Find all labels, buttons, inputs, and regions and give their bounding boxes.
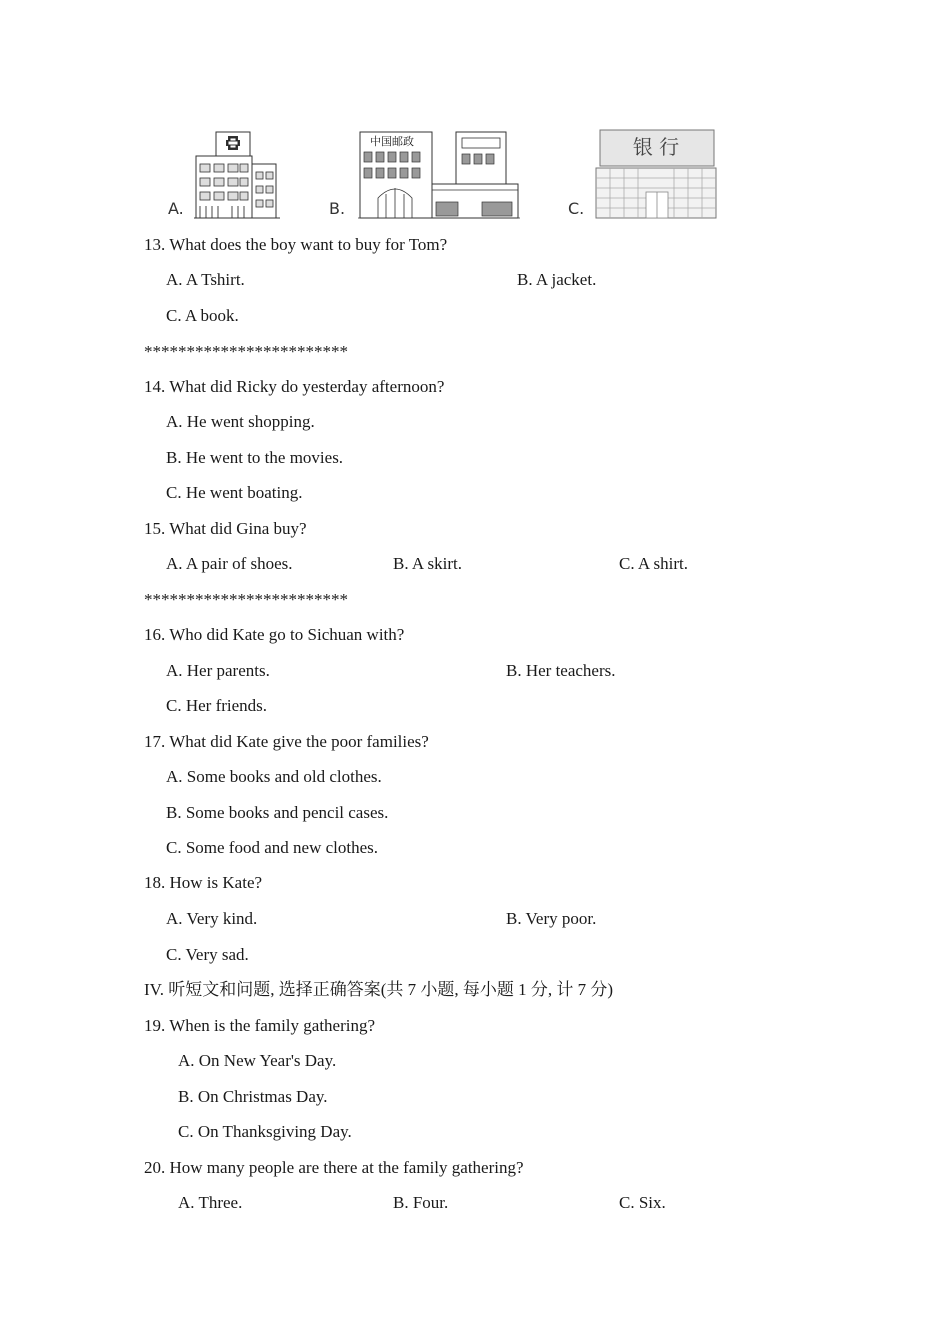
asterisk-divider: ************************ (144, 342, 348, 361)
q18-option-c: C. Very sad. (166, 945, 249, 964)
q19-option-c: C. On Thanksgiving Day. (178, 1122, 352, 1141)
q14-option-a: A. He went shopping. (166, 412, 315, 431)
question-17: 17. What did Kate give the poor families? (144, 732, 429, 751)
q17-option-a: A. Some books and old clothes. (166, 767, 382, 786)
hospital-picture (194, 130, 280, 220)
section-4-heading: IV. 听短文和问题, 选择正确答案(共 7 小题, 每小题 1 分, 计 7 分) (144, 980, 614, 999)
q19-option-b: B. On Christmas Day. (178, 1087, 328, 1106)
asterisk-divider: ************************ (144, 590, 348, 609)
question-18: 18. How is Kate? (144, 873, 263, 892)
q20-option-b: B. Four. (393, 1193, 449, 1212)
q18-option-a: A. Very kind. (166, 909, 258, 928)
q13-option-b: B. A jacket. (517, 270, 597, 289)
q13-option-a: A. A Tshirt. (166, 270, 245, 289)
q20-option-a: A. Three. (178, 1193, 243, 1212)
picture-option-b-label: B. (329, 199, 346, 218)
q16-option-b: B. Her teachers. (506, 661, 616, 680)
q15-option-a: A. A pair of shoes. (166, 554, 293, 573)
q13-option-c: C. A book. (166, 306, 239, 325)
q14-option-b: B. He went to the movies. (166, 448, 344, 467)
q17-option-c: C. Some food and new clothes. (166, 838, 378, 857)
q16-option-c: C. Her friends. (166, 696, 268, 715)
question-20: 20. How many people are there at the family gathering? (144, 1158, 524, 1177)
question-16: 16. Who did Kate go to Sichuan with? (144, 625, 405, 644)
bank-sign: 银 行 (632, 135, 680, 159)
picture-option-c-label: C. (568, 199, 585, 218)
bank-picture (596, 130, 716, 220)
picture-option-a-label: A. (168, 199, 184, 218)
q20-option-c: C. Six. (619, 1193, 666, 1212)
q19-option-a: A. On New Year's Day. (178, 1051, 337, 1070)
q15-option-b: B. A skirt. (393, 554, 462, 573)
question-19: 19. When is the family gathering? (144, 1016, 376, 1035)
q15-option-c: C. A shirt. (619, 554, 688, 573)
question-14: 14. What did Ricky do yesterday afternoon? (144, 377, 445, 396)
q17-option-b: B. Some books and pencil cases. (166, 803, 389, 822)
q18-option-b: B. Very poor. (506, 909, 597, 928)
q14-option-c: C. He went boating. (166, 483, 303, 502)
question-13: 13. What does the boy want to buy for Tom? (144, 235, 448, 254)
question-15: 15. What did Gina buy? (144, 519, 307, 538)
post-office-picture (358, 130, 520, 220)
post-office-sign: 中国邮政 (370, 135, 414, 148)
q16-option-a: A. Her parents. (166, 661, 270, 680)
